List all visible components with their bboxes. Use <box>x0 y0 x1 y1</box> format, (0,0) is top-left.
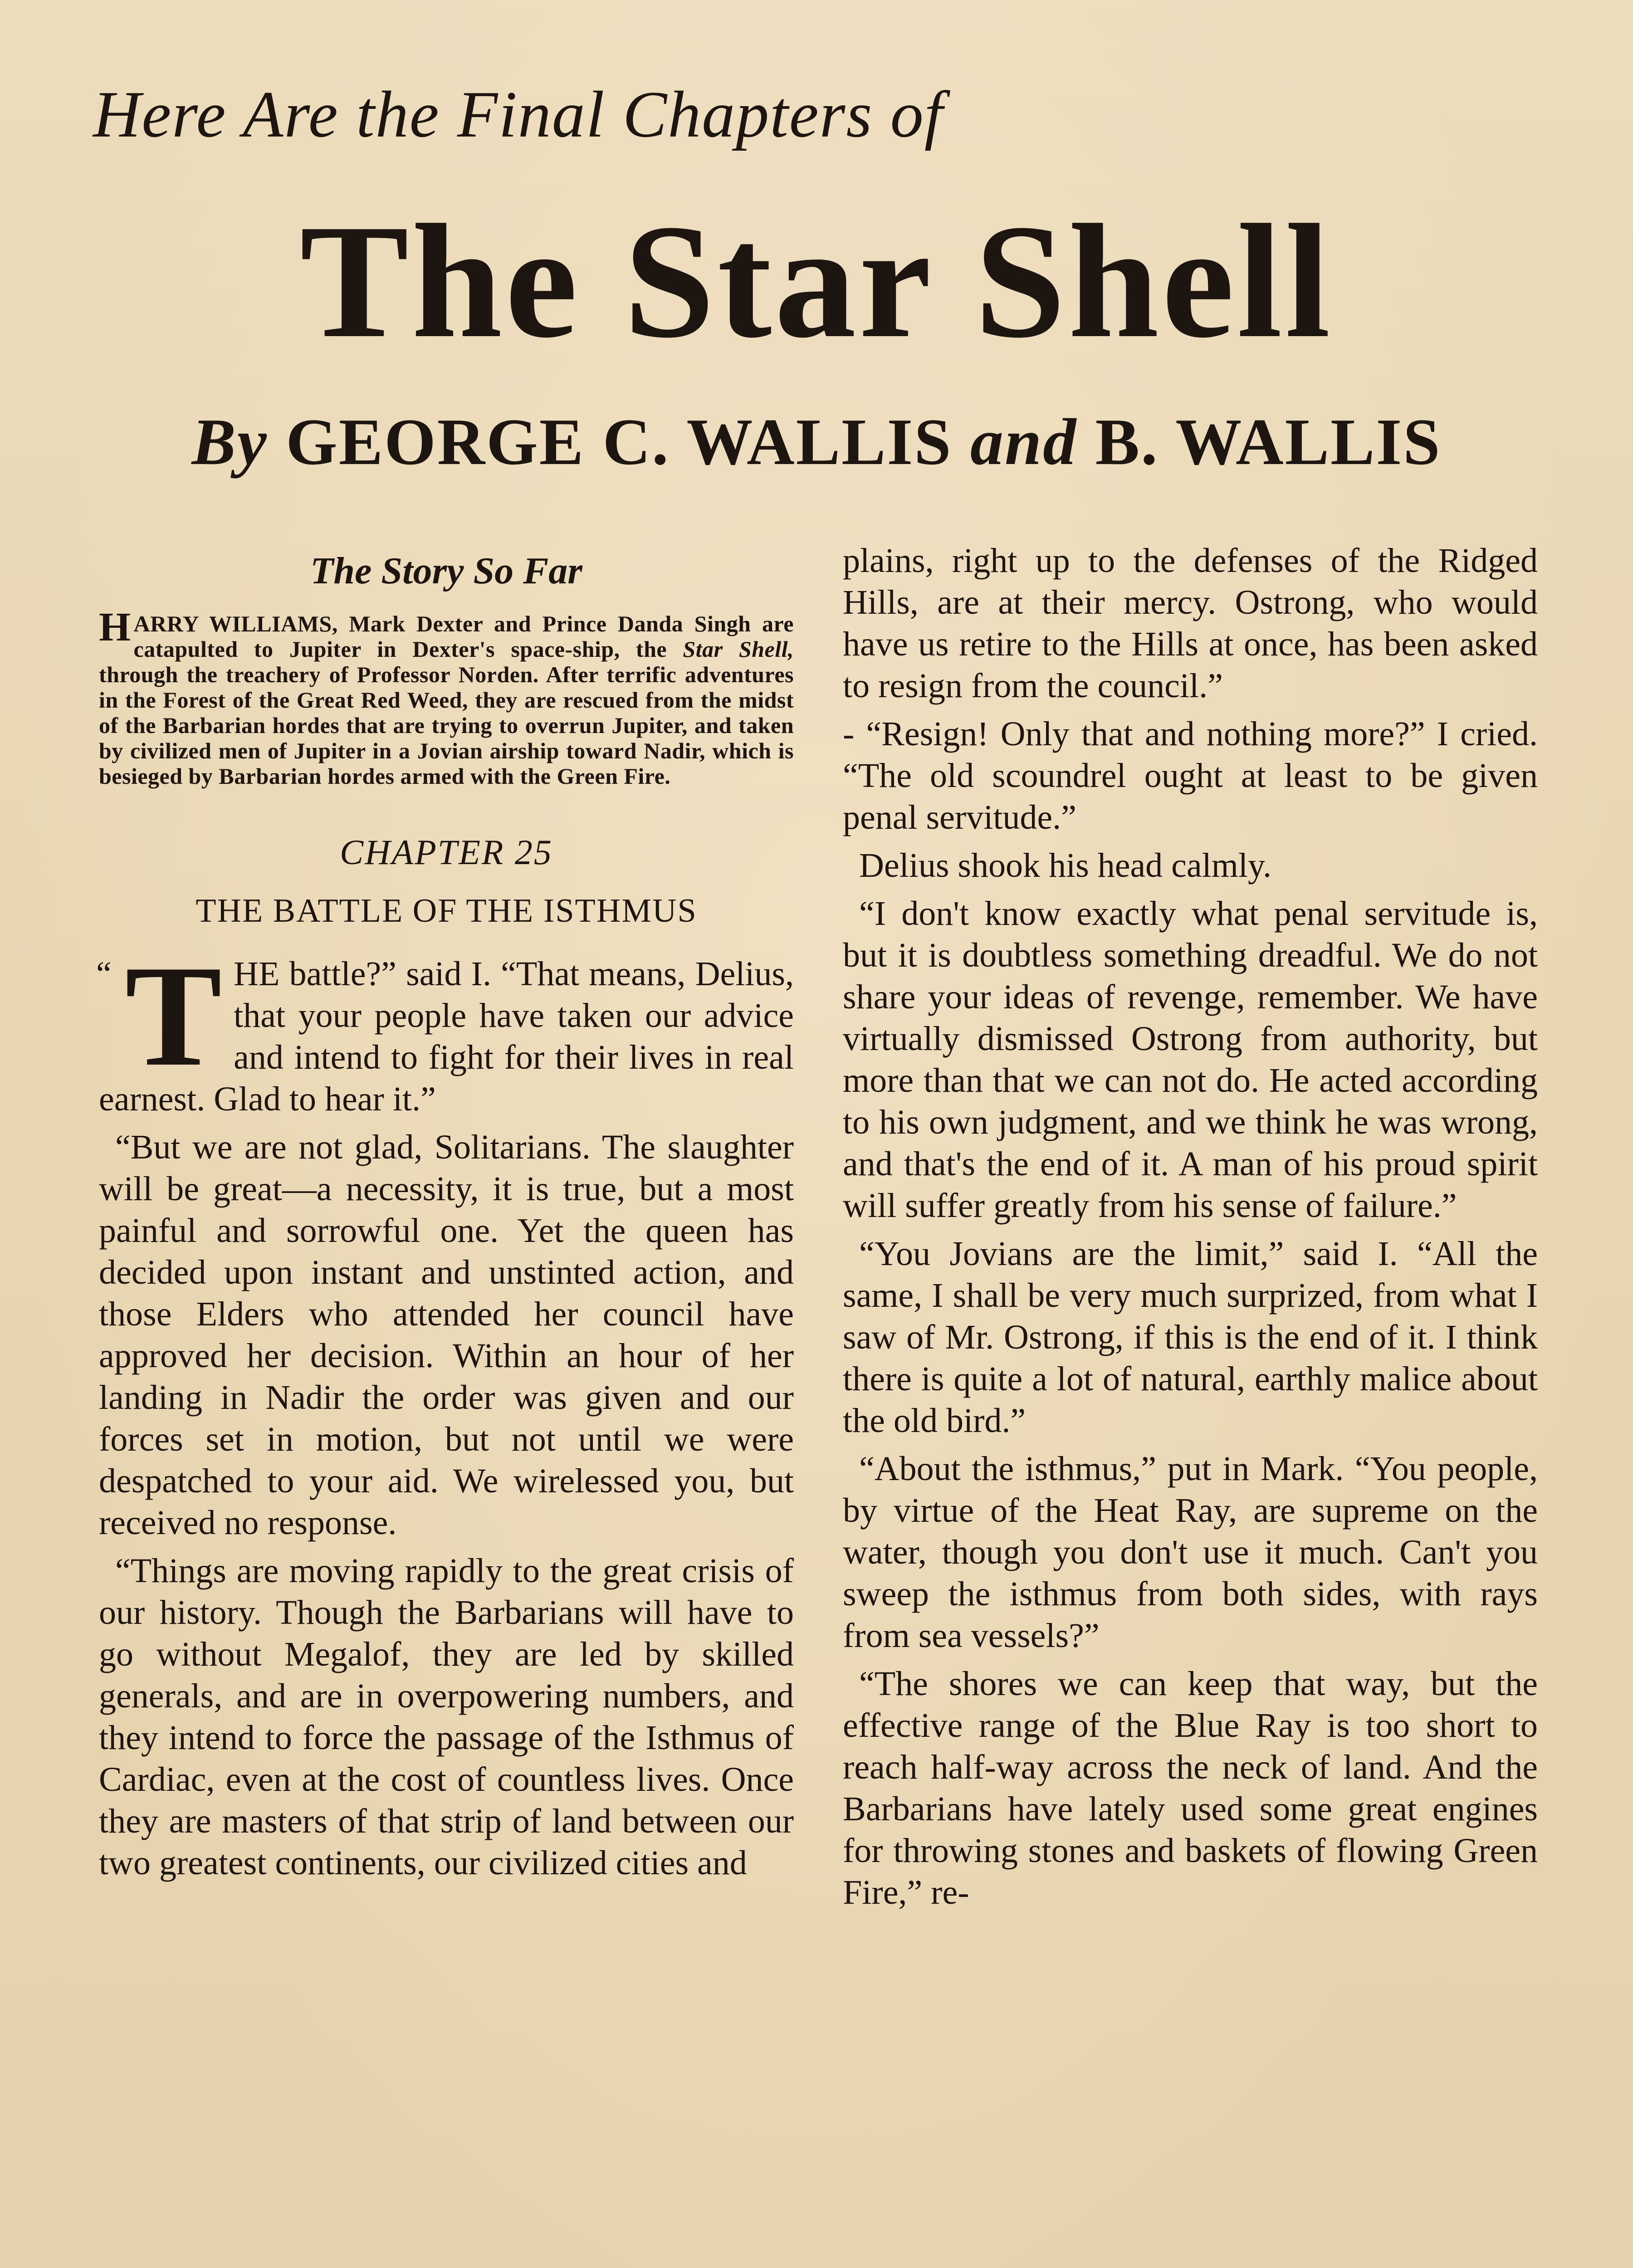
paragraph-8: “You Jovians are the limit,” said I. “All the same, I shall be very much surprized, from what I saw of Mr. Ostrong, if this is the end of it. I think there is quite a lot of natural, earthly malice about the old bird.” <box>843 1235 1538 1440</box>
synopsis-part-a: ARRY WILLIAMS, Mark Dexter and Prince Danda Singh are catapulted to Jupiter in Dexter's space-ship, the <box>133 611 794 662</box>
paragraph-3: “Things are moving rapidly to the great crisis of our history. Though the Barbarians will have to go without Megalof, they are led by skilled generals, and are in overpowering numbers, and they intend to force the passage of the Isthmus of Cardiac, even at the cost of countless lives. Once they are masters of that strip of land between our two greatest continents, our civilized cities and <box>99 1552 794 1882</box>
kicker-line: Here Are the Final Chapters of <box>93 78 944 151</box>
paragraph-5: - “Resign! Only that and nothing more?” I cried. “The old scoundrel ought at least to be given penal servitude.” <box>843 715 1538 836</box>
left-column <box>96 540 794 1890</box>
paragraph-1 <box>96 936 794 1120</box>
paragraph-6: Delius shook his head calmly. <box>859 846 1272 885</box>
synopsis-initial: H <box>99 605 131 650</box>
paragraph-2: “But we are not glad, Solitarians. The slaughter will be great—a necessity, it is true, but a most painful and sorrowful one. Yet the queen has decided upon instant and unstinted action, and those Elders who attended her council have approved her decision. Within an hour of her landing in Nadir the order was given and our forces set in motion, but not until we were despatched to your aid. We wirelessed you, but received no response. <box>99 1128 794 1542</box>
chapter-title: THE BATTLE OF THE ISTHMUS <box>196 892 697 929</box>
paragraph-7: “I don't know exactly what penal servitude is, but it is doubtless something dreadful. We do not share your ideas of revenge, remember. We have virtually dismissed Ostrong from authority, but more than that we can not do. He acted according to his own judgment, and we think he was wrong, and that's the end of it. A man of his proud spirit will suffer greatly from his sense of failure.” <box>843 894 1538 1225</box>
byline-author-2: B. WALLIS <box>1095 405 1442 479</box>
synopsis-part-b: through the treachery of Professor Norden. After terrific adventures in the Forest of the Great Red Weed, they are rescued from the midst of the Barbarian hordes that are trying to overrun Jupiter, and taken by civilized men of Jupiter in a Jovian airship toward Nadir, which is besieged by Barbarian hordes armed with the Green Fire. <box>99 662 794 789</box>
chapter-label: CHAPTER 25 <box>340 832 553 872</box>
byline-author-1: GEORGE C. WALLIS <box>286 405 953 479</box>
byline-and: and <box>970 405 1078 479</box>
synopsis-text <box>99 605 794 789</box>
open-quote: “ <box>96 955 112 993</box>
ship-name: Star Shell, <box>683 636 794 662</box>
paragraph-9: “About the isthmus,” put in Mark. “You people, by virtue of the Heat Ray, are supreme on the water, though you don't use it much. Can't you sweep the isthmus from both sides, with rays from sea vessels?” <box>843 1450 1538 1655</box>
byline <box>0 404 1633 480</box>
byline-by: By <box>191 405 268 479</box>
paragraph-10: “The shores we can keep that way, but the effective range of the Blue Ray is too short to reach half-way across the neck of land. And the Barbarians have lately used some great engines for throwing stones and baskets of flowing Green Fire,” re- <box>843 1665 1538 1911</box>
paragraph-4: plains, right up to the defenses of the Ridged Hills, are at their mercy. Ostrong, who would have us retire to the Hills at once, has been asked to resign from the council.” <box>843 542 1538 705</box>
right-column <box>843 540 1538 1920</box>
synopsis-heading: The Story So Far <box>310 550 582 592</box>
drop-cap: T <box>125 936 222 1096</box>
paragraph-1-text: HE battle?” said I. “That means, Delius, that your people have taken our advice and intend to fight for their lives in real earnest. Glad to hear it.” <box>99 955 794 1118</box>
story-title: The Star Shell <box>300 191 1333 371</box>
